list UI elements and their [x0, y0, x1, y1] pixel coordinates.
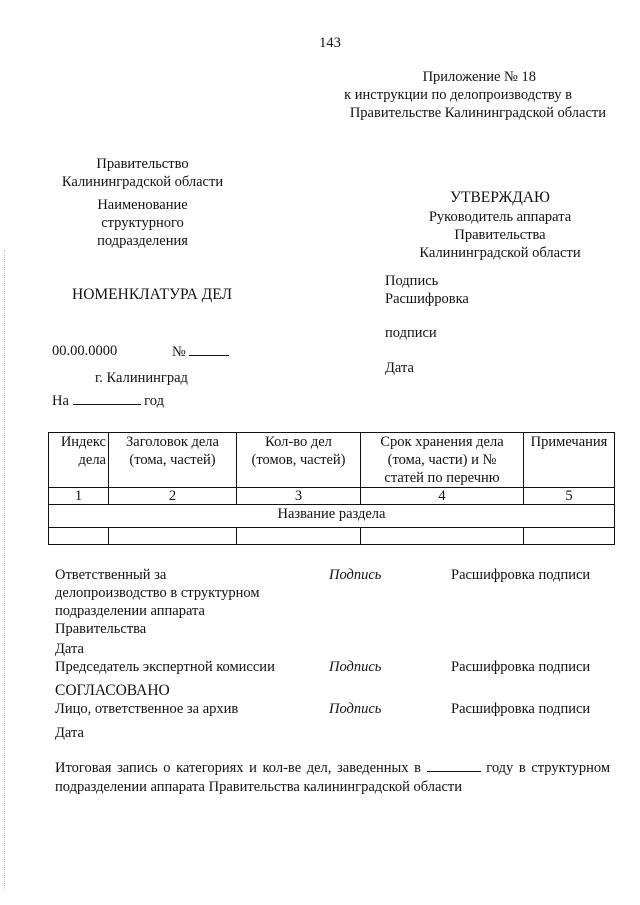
- number-blank: [189, 342, 229, 356]
- appendix-block: [300, 68, 606, 122]
- column-number: 3: [237, 488, 361, 505]
- summary-paragraph: [55, 758, 610, 797]
- table-section-row: [49, 505, 615, 528]
- unit-line: Наименование: [97, 197, 188, 213]
- column-number: 4: [361, 488, 524, 505]
- header-count: Кол-во дел (томов, частей): [237, 433, 361, 488]
- city: г. Калининград: [95, 370, 188, 386]
- header-title: Заголовок дела (тома, частей): [109, 433, 237, 488]
- approve-decoding-2: подписи: [385, 325, 437, 341]
- section-title: Название раздела: [49, 505, 615, 528]
- header-retention: Срок хранения дела (тома, части) и № статей по перечню: [361, 433, 524, 488]
- decoding-label: Расшифровка подписи: [451, 701, 591, 717]
- approve-date: Дата: [385, 360, 414, 376]
- year-blank: [73, 391, 141, 405]
- year-prefix: На: [52, 393, 69, 409]
- responsible-line: Ответственный за: [55, 567, 167, 583]
- approve-line: Правительства: [454, 227, 546, 243]
- org-line: Правительство: [96, 156, 189, 172]
- responsible-line: Правительства: [55, 621, 147, 637]
- table-cell: [361, 528, 524, 545]
- unit-line: подразделения: [97, 233, 188, 249]
- column-number: 5: [524, 488, 615, 505]
- approval-block: [380, 189, 620, 262]
- responsible-person: [55, 566, 260, 638]
- document-title: НОМЕНКЛАТУРА ДЕЛ: [72, 286, 233, 303]
- column-number: 2: [109, 488, 237, 505]
- decoding-label: Расшифровка подписи: [451, 567, 591, 583]
- decoding-label: Расшифровка подписи: [451, 659, 591, 675]
- summary-part-2: году в структурном подразделении аппарата Правительства калининградской области: [55, 760, 611, 795]
- agreed-heading: СОГЛАСОВАНО: [55, 682, 170, 699]
- nomenclature-table: [48, 432, 615, 545]
- summary-blank: [427, 758, 481, 772]
- approve-line: Руководитель аппарата: [428, 209, 572, 225]
- approve-decoding: Расшифровка: [385, 291, 469, 307]
- page-number: 143: [319, 35, 341, 51]
- unit-name: [40, 196, 245, 250]
- year-line: [52, 391, 164, 410]
- approve-line: Калининградской области: [419, 245, 581, 261]
- approve-title: УТВЕРЖДАЮ: [450, 189, 550, 206]
- signature-label: Подпись: [329, 659, 382, 675]
- appendix-line: Приложение № 18: [422, 69, 536, 85]
- number-label: №: [172, 344, 186, 360]
- organization-name: [40, 155, 245, 191]
- table-cell: [237, 528, 361, 545]
- table-row: [49, 528, 615, 545]
- archive-person-label: Лицо, ответственное за архив: [55, 701, 239, 717]
- document-number: [172, 342, 229, 361]
- scan-margin-dots: [4, 250, 6, 890]
- summary-part-1: Итоговая запись о категориях и кол-ве дел, заведенных в: [55, 760, 421, 776]
- year-suffix: год: [144, 393, 164, 409]
- header-notes: Примечания: [524, 433, 615, 488]
- approve-signature: Подпись: [385, 273, 439, 289]
- table-cell: [49, 528, 109, 545]
- appendix-line: Правительстве Калининградской области: [349, 105, 606, 121]
- date-label: Дата: [55, 725, 84, 741]
- appendix-line: к инструкции по делопроизводству в: [344, 87, 572, 103]
- org-line: Калининградской области: [61, 174, 224, 190]
- date-label: Дата: [55, 641, 84, 657]
- table-header-row: [49, 433, 615, 488]
- table-cell: [109, 528, 237, 545]
- signature-label: Подпись: [329, 701, 382, 717]
- responsible-line: делопроизводство в структурном: [55, 585, 260, 601]
- header-index: Индекс дела: [49, 433, 109, 488]
- unit-line: структурного: [101, 215, 184, 231]
- chairman-label: Председатель экспертной комиссии: [55, 659, 275, 675]
- column-number: 1: [49, 488, 109, 505]
- document-date: 00.00.0000: [52, 343, 118, 359]
- table-cell: [524, 528, 615, 545]
- responsible-line: подразделении аппарата: [55, 603, 205, 619]
- signature-label: Подпись: [329, 567, 382, 583]
- table-number-row: [49, 488, 615, 505]
